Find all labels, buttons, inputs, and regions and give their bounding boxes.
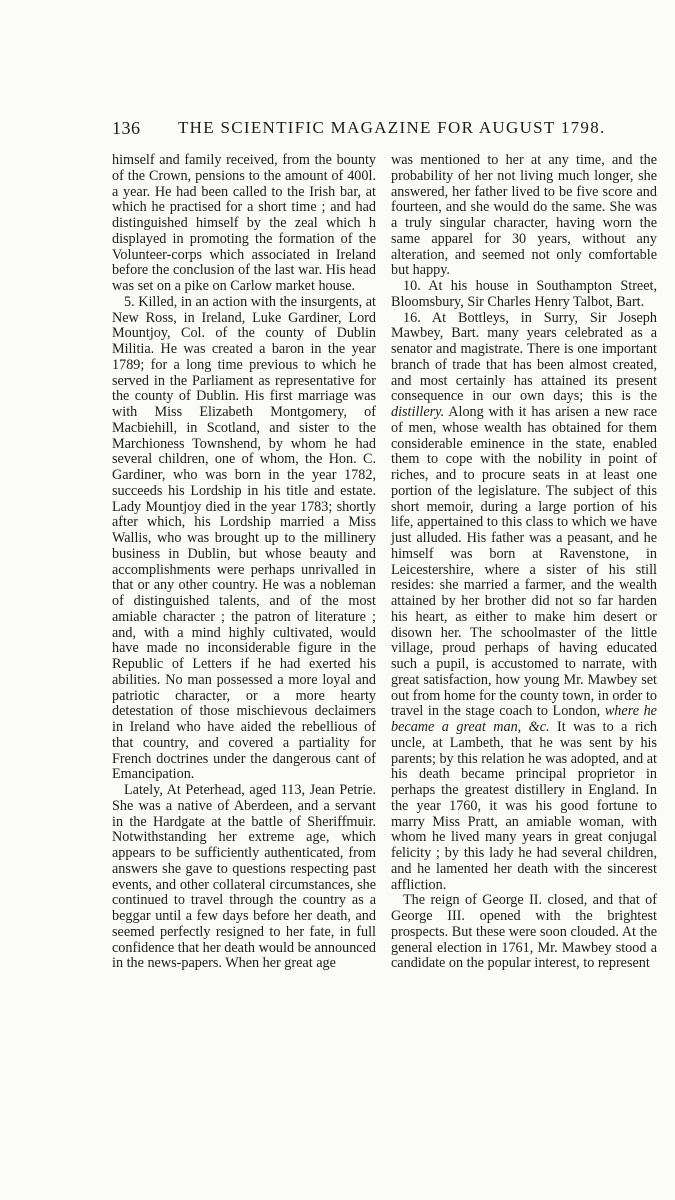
running-head: [112, 118, 606, 144]
text-run: It was to a rich uncle, at Lambeth, that he was sent by his parents; by this relation he was adopted, and at his death became principal proprietor in perhaps the greatest distillery in England. In the year 1760, it was his good fortune to marry Miss Pratt, an amiable woman, with whom he lived many years in great conjugal felicity ; by this lady he had several children, and he lamented her death with the sincerest affliction.: [391, 719, 658, 893]
italic-text-run: distillery.: [391, 404, 445, 420]
article-paragraph: [391, 311, 657, 894]
text-run: 16. At Bottleys, in Surry, Sir Joseph Mawbey, Bart. many years celebrated as a senator and magistrate. There is one important branch of trade that has been almost created, and most certainly has attained its present consequence in our own days; this is the: [391, 309, 657, 405]
article-paragraph: himself and family received, from the bounty of the Crown, pensions to the amount of 400l. a year. He had been called to the Irish bar, at which he practised for a short time ; and had distinguished himself by the zeal which h displayed in promoting the formation of the Volunteer-corps which associated in Ireland before the conclusion of the last war. His head was set on a pike on Carlow market house.: [112, 152, 376, 294]
italic-text-run: where he became a great man, &c.: [391, 703, 657, 735]
article-paragraph: was mentioned to her at any time, and the probability of her not living much longer, she answered, her father lived to be five score and fourteen, and she would do the same. She was a truly singular character, having worn the same apparel for 30 years, without any alteration, and seemed not only comfortable but happy.: [391, 152, 657, 279]
left-column: [112, 153, 376, 972]
article-paragraph: 5. Killed, in an action with the insurgents, at New Ross, in Ireland, Luke Gardiner, Lord Mountjoy, Col. of the county of Dublin Militia. He was created a baron in the year 1789; for a long time previous to which he served in the Parliament as representative for the county of Dublin. His first marriage was with Miss Elizabeth Montgomery, of Macbiehill, in Scotland, and sister to the Marchioness Townshend, by whom he had several children, one of whom, the Hon. C. Gardiner, who was born in the year 1782, succeeds his Lordship in his title and estate. Lady Mountjoy died in the year 1783; shortly after which, his Lordship married a Miss Wallis, who was brought up to the millinery business in Dublin, but whose beauty and accomplishments were perhaps unrivalled in that or any other country. He was a nobleman of distinguished talents, and of the most amiable character ; the patron of literature ; and, with a mind highly cultivated, would have made no inconsiderable figure in the Republic of Letters if he had exerted his abilities. No man possessed a more loyal and patriotic character, or a more hearty detestation of those mischievous declaimers in Ireland who have aided the rebellious of that country, and covered a partiality for French doctrines under the dangerous cant of Emancipation.: [112, 293, 376, 783]
article-paragraph: 10. At his house in Southampton Street, Bloomsbury, Sir Charles Henry Talbot, Bart.: [391, 278, 657, 310]
right-column: [391, 153, 657, 972]
page-number: 136: [112, 118, 141, 138]
article-paragraph: Lately, At Peterhead, aged 113, Jean Petrie. She was a native of Aberdeen, and a servant in the Hardgate at the battle of Sheriffmuir. Notwithstanding her extreme age, which appears to be sufficiently authenticated, from answers she gave to questions respecting past events, and other collateral circumstances, she continued to travel through the country as a beggar until a few days before her death, and seemed perfectly resigned to her fate, in full confidence that her death would be announced in the news-papers. When her great age: [112, 782, 376, 972]
text-run: Along with it has arisen a new race of men, whose wealth has obtained for them considerable eminence in the state, enabled them to cope with the nobility in point of riches, and to procure seats in at least one portion of the legislature. The subject of this short memoir, during a large portion of his life, appertained to this class to which we have just alluded. His father was a peasant, and he himself was born at Ravenstone, in Leicestershire, where a sister of his still resides: she married a farmer, and the wealth attained by her brother did not so far harden his heart, as either to make him desert or disown her. The schoolmaster of the little village, proud perhaps of having educated such a pupil, is accustomed to narrate, with great satisfaction, how young Mr. Mawbey set out from home for the county town, in order to travel in the stage coach to London,: [391, 404, 657, 720]
article-paragraph: The reign of George II. closed, and that of George III. opened with the brightest prospects. But these were soon clouded. At the general election in 1761, Mr. Mawbey stood a candidate on the popular interest, to represent: [391, 892, 657, 972]
running-title: THE SCIENTIFIC MAGAZINE FOR AUGUST 1798.: [178, 118, 606, 137]
